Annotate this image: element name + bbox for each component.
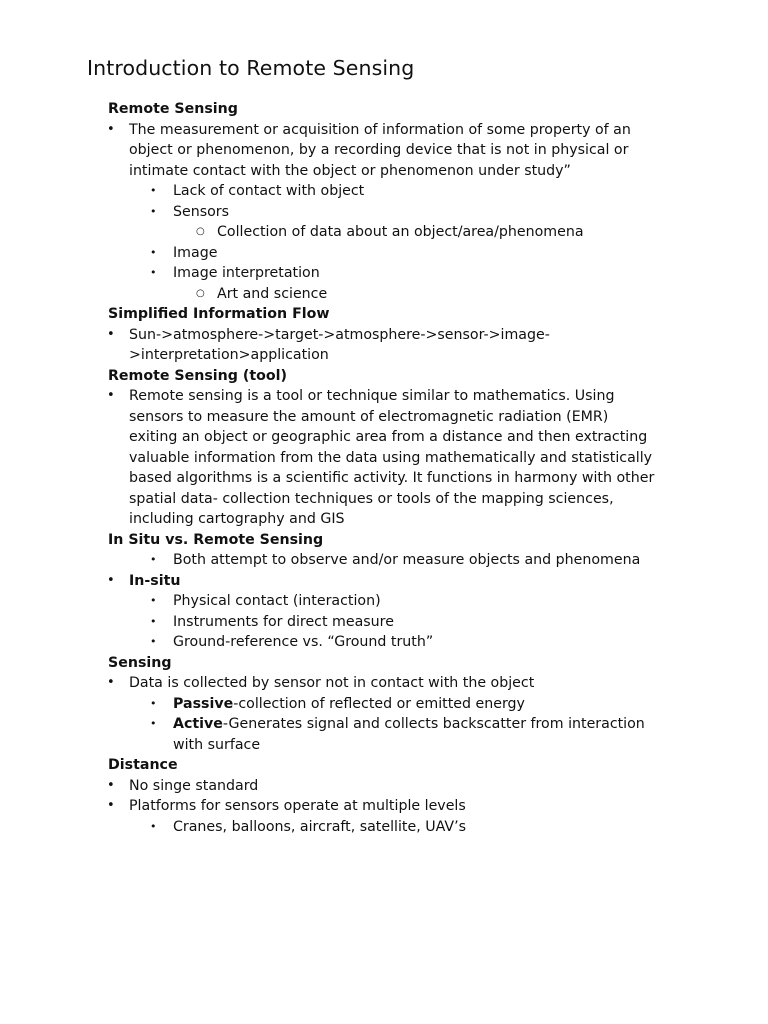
list-item-text: Both attempt to observe and/or measure objects and phenomena xyxy=(173,552,641,568)
bullet-icon: • xyxy=(150,184,157,197)
list-item-text-cont: object or phenomenon, by a recording device that is not in physical or xyxy=(129,142,629,158)
section-heading-distance: Distance xyxy=(108,757,178,773)
list-item-text-cont: valuable information from the data using mathematically and statistically xyxy=(129,449,653,466)
list-item xyxy=(0,714,768,735)
page-title: Introduction to Remote Sensing xyxy=(87,56,415,80)
list-item xyxy=(0,591,768,612)
list-item xyxy=(0,817,768,838)
bullet-icon: • xyxy=(150,553,157,566)
circle-bullet-icon: ○ xyxy=(196,226,205,237)
section-heading-remote-sensing: Remote Sensing xyxy=(108,101,238,117)
list-item xyxy=(0,571,768,592)
list-item-text-cont: with surface xyxy=(173,736,261,753)
document-body xyxy=(0,99,768,837)
bullet-icon: • xyxy=(107,572,115,588)
bullet-icon: • xyxy=(107,777,115,793)
list-item xyxy=(0,263,768,284)
list-item-label: In-situ xyxy=(129,572,181,589)
list-item-text: Collection of data about an object/area/phenomena xyxy=(217,224,584,240)
list-item-text-cont: spatial data- collection techniques or tools of the mapping sciences, xyxy=(129,490,614,507)
list-item-text: Sun->atmosphere->target->atmosphere->sensor->image- xyxy=(129,326,550,343)
bullet-icon: • xyxy=(150,614,157,628)
bullet-icon: • xyxy=(150,594,157,607)
list-item xyxy=(0,776,768,797)
list-item xyxy=(0,181,768,202)
list-item xyxy=(0,694,768,715)
list-item-text: Platforms for sensors operate at multiple levels xyxy=(129,798,466,814)
list-item-text: Instruments for direct measure xyxy=(173,613,394,630)
list-item xyxy=(0,325,768,346)
bullet-icon: • xyxy=(150,717,157,730)
list-item-text: No singe standard xyxy=(129,777,259,794)
list-item xyxy=(0,202,768,223)
passive-text: -collection of reflected or emitted energy xyxy=(233,695,525,712)
list-item-text-cont: including cartography and GIS xyxy=(129,511,345,527)
list-item-text xyxy=(0,694,768,715)
section-heading-in-situ: In Situ vs. Remote Sensing xyxy=(108,531,324,548)
list-item xyxy=(0,673,768,694)
list-item-text-cont: intimate contact with the object or phenomenon under study” xyxy=(129,162,571,179)
bullet-icon: • xyxy=(107,326,115,342)
list-item-text: Remote sensing is a tool or technique similar to mathematics. Using xyxy=(129,388,615,404)
list-item xyxy=(0,222,768,243)
list-item xyxy=(0,120,768,141)
bullet-icon: • xyxy=(150,266,157,279)
list-item-text: Lack of contact with object xyxy=(173,183,365,199)
bullet-icon: • xyxy=(107,121,115,137)
active-text: -Generates signal and collects backscatter from interaction xyxy=(222,716,645,732)
list-item-text: Data is collected by sensor not in contact with the object xyxy=(129,675,535,691)
section-heading-information-flow: Simplified Information Flow xyxy=(108,306,330,322)
passive-label: Passive xyxy=(173,695,234,712)
list-item xyxy=(0,284,768,305)
list-item-text-cont: >interpretation>application xyxy=(129,347,329,363)
list-item-text: Image interpretation xyxy=(173,265,320,281)
bullet-icon: • xyxy=(107,675,115,690)
list-item-text: Ground-reference vs. “Ground truth” xyxy=(173,634,434,650)
bullet-icon: • xyxy=(107,388,115,403)
list-item-text: The measurement or acquisition of information of some property of an xyxy=(129,121,631,138)
list-item-text: Physical contact (interaction) xyxy=(173,593,381,609)
active-label: Active xyxy=(173,716,223,732)
bullet-icon: • xyxy=(150,819,157,833)
section-heading-sensing: Sensing xyxy=(108,654,172,671)
bullet-icon: • xyxy=(150,635,157,648)
bullet-icon: • xyxy=(150,696,157,710)
list-item xyxy=(0,386,768,407)
list-item-text-cont: sensors to measure the amount of electromagnetic radiation (EMR) xyxy=(129,408,609,425)
circle-bullet-icon: ○ xyxy=(196,287,205,299)
list-item-text: Art and science xyxy=(217,285,328,302)
list-item-text-cont: exiting an object or geographic area from a distance and then extracting xyxy=(129,429,648,445)
list-item xyxy=(0,612,768,633)
bullet-icon: • xyxy=(150,245,157,259)
list-item-text-cont: based algorithms is a scientific activity. It functions in harmony with other xyxy=(129,470,655,486)
bullet-icon: • xyxy=(107,798,115,813)
list-item-text: Sensors xyxy=(173,203,230,220)
list-item-text: Cranes, balloons, aircraft, satellite, UAV’s xyxy=(173,818,467,835)
list-item xyxy=(0,550,768,571)
list-item xyxy=(0,632,768,653)
section-heading-tool: Remote Sensing (tool) xyxy=(108,367,287,384)
list-item xyxy=(0,796,768,817)
bullet-icon: • xyxy=(150,204,157,218)
list-item xyxy=(0,243,768,264)
list-item-text xyxy=(0,714,768,735)
list-item-text: Image xyxy=(173,244,218,261)
